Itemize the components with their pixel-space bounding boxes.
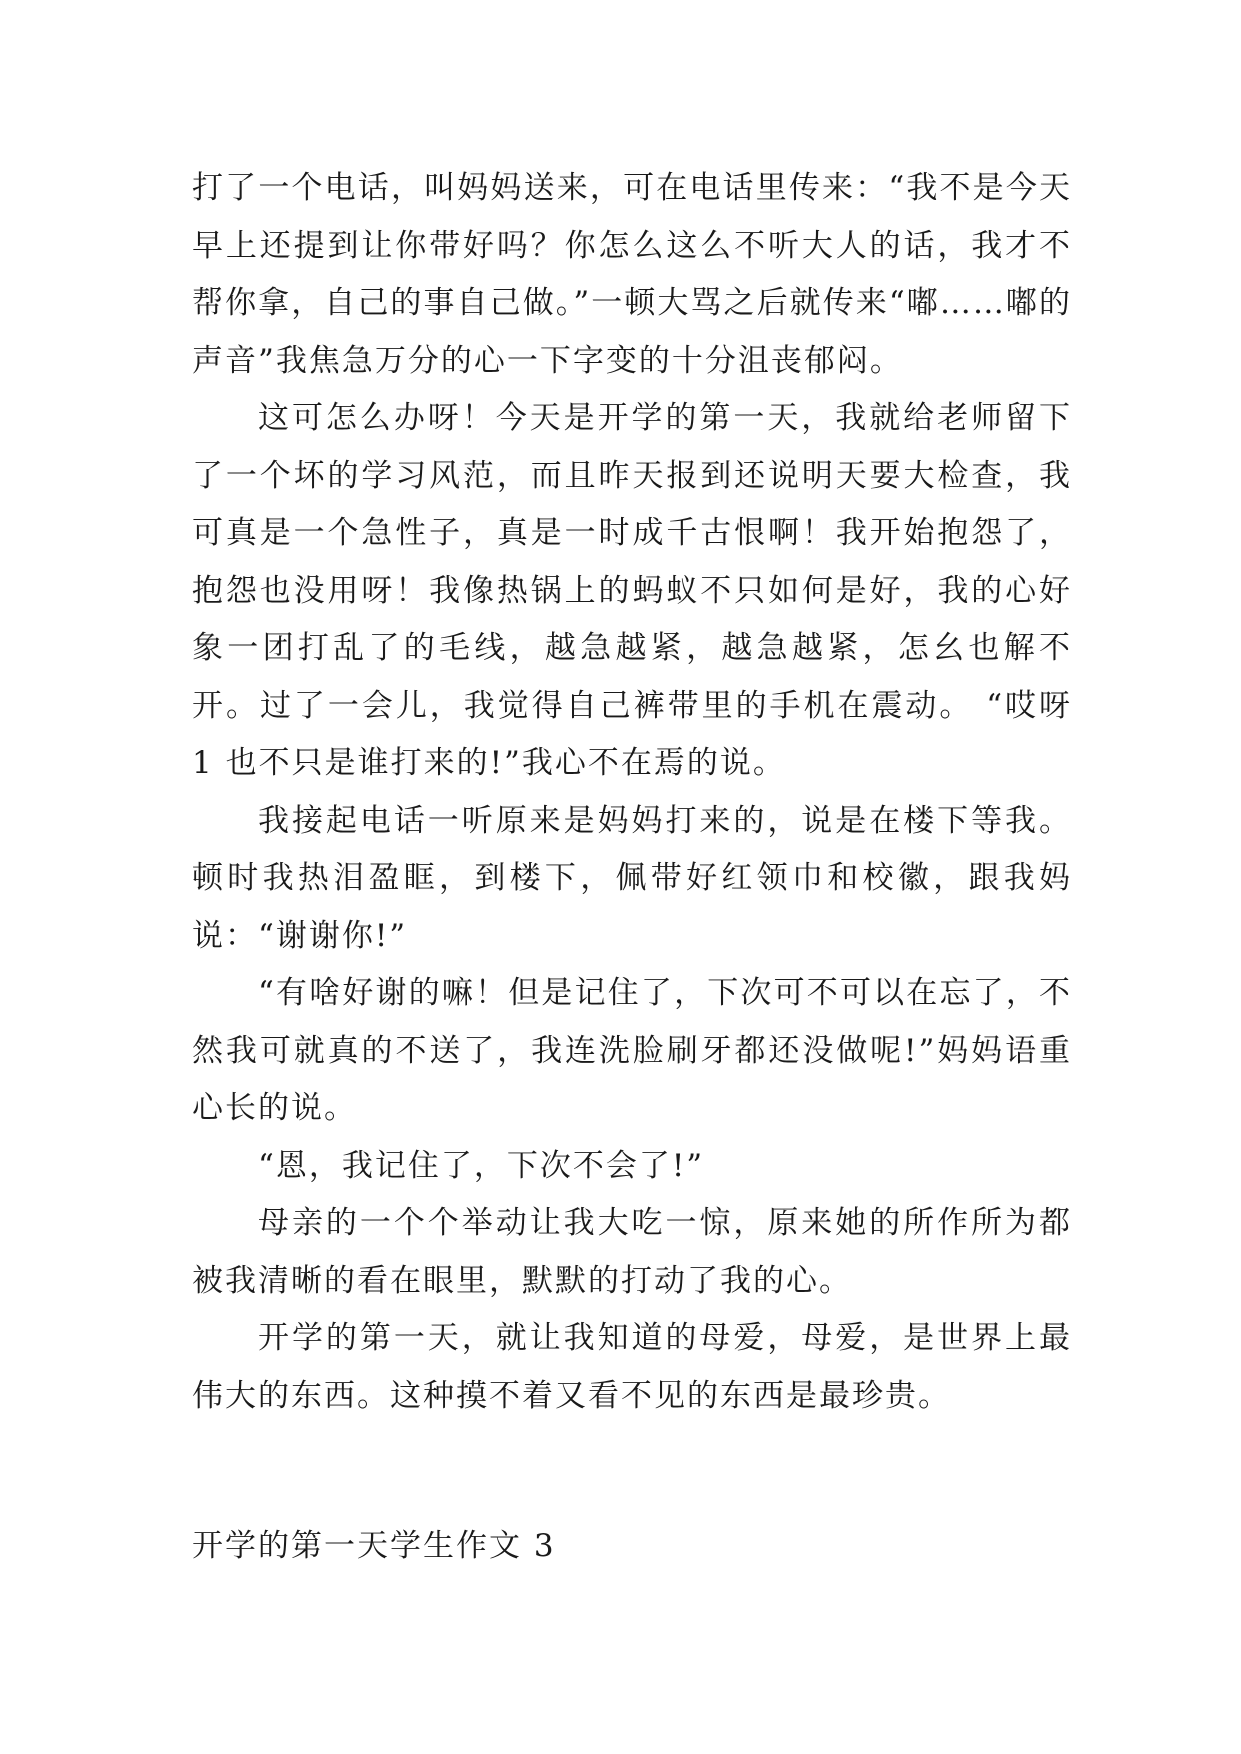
paragraph-5: “恩，我记住了，下次不会了!”: [258, 1147, 705, 1184]
paragraph-3: 我接起电话一听原来是妈妈打来的，说是在楼下等我。顿时我热泪盈眶，到楼下，佩带好红领巾和校徽，跟我妈说：“谢谢你!”: [192, 802, 1072, 954]
paragraph-4: “有啥好谢的嘛！但是记住了，下次可不可以在忘了，不然我可就真的不送了，我连洗脸刷牙都还没做呢!”妈妈语重心长的说。: [192, 975, 1072, 1126]
paragraph-6: 母亲的一个个举动让我大吃一惊，原来她的所作所为都被我清晰的看在眼里，默默的打动了我的心。: [192, 1205, 1072, 1299]
section-heading: 开学的第一天学生作文 3: [192, 1528, 556, 1564]
paragraph-7: 开学的第一天，就让我知道的母爱，母爱，是世界上最伟大的东西。这种摸不着又看不见的东西是最珍贵。: [192, 1320, 1072, 1414]
essay-body: [192, 160, 1072, 1425]
paragraph-2: 这可怎么办呀！今天是开学的第一天，我就给老师留下了一个坏的学习风范，而且昨天报到还说明天要大检查，我可真是一个急性子，真是一时成千古恨啊！我开始抱怨了，抱怨也没用呀！我像热锅上的蚂蚁不只如何是好，我的心好象一团打乱了的毛线，越急越紧，越急越紧，怎幺也解不开。过了一会儿，我觉得自己裤带里的手机在震动。 “哎呀 1 也不只是谁打来的!”我心不在焉的说。: [192, 400, 1072, 781]
paragraph-1: 打了一个电话，叫妈妈送来，可在电话里传来：“我不是今天早上还提到让你带好吗？你怎么这么不听大人的话，我才不帮你拿，自己的事自己做。”一顿大骂之后就传来“嘟……嘟的声音”我焦急万分的心一下字变的十分沮丧郁闷。: [192, 170, 1072, 379]
